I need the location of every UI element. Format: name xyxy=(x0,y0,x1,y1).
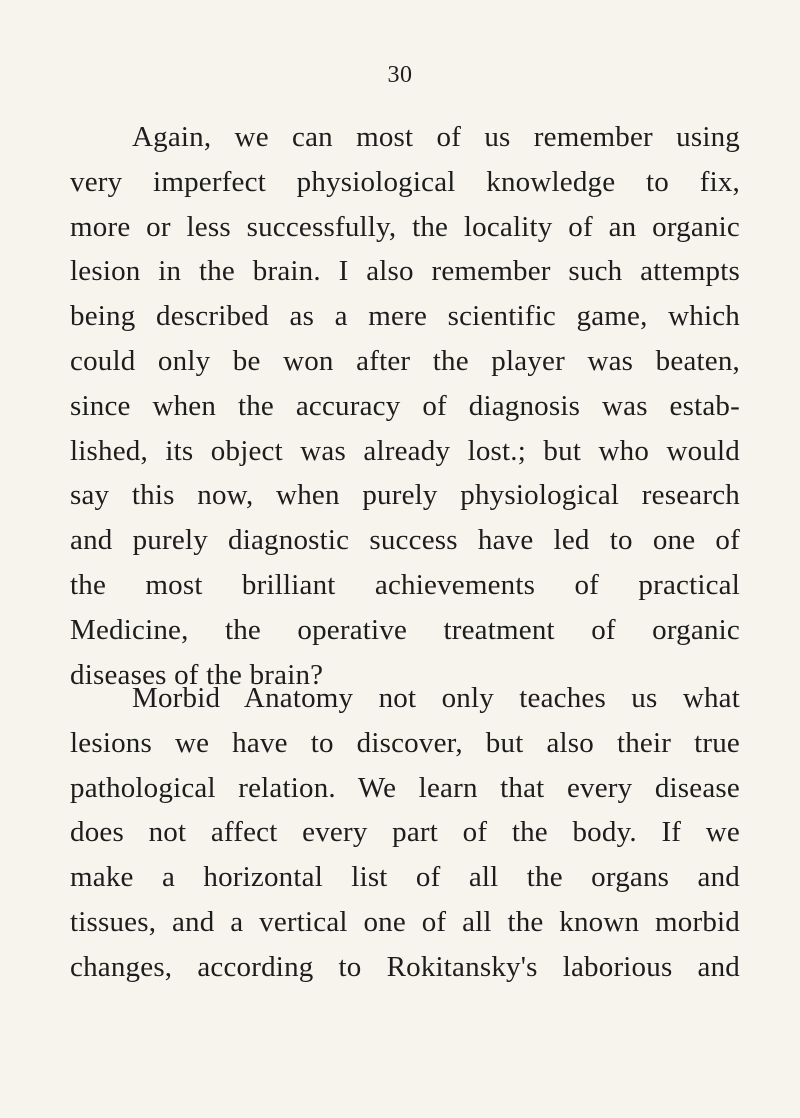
text-line: lesions we have to discover, but also their true xyxy=(70,726,740,759)
text-line: Morbid Anatomy not only teaches us what xyxy=(132,682,740,714)
text-line: very imperfect physiological knowledge to fix, xyxy=(70,165,740,198)
text-line: diseases of the brain? xyxy=(70,658,324,691)
text-line: the most brilliant achievements of practical xyxy=(70,568,740,601)
paragraph-1 xyxy=(70,115,740,697)
text-line: and purely diagnostic success have led to one of xyxy=(70,524,740,557)
text-line: more or less successfully, the locality of an organic xyxy=(70,210,740,243)
text-line: pathological relation. We learn that every disease xyxy=(70,771,740,804)
text-line: since when the accuracy of diagnosis was estab- xyxy=(70,389,740,422)
paragraph-2 xyxy=(70,676,740,990)
text-line: tissues, and a vertical one of all the known morbid xyxy=(70,905,740,938)
text-line: Again, we can most of us remember using xyxy=(132,121,740,153)
text-line: Medicine, the operative treatment of organic xyxy=(70,613,740,646)
text-line: does not affect every part of the body. If we xyxy=(70,816,740,849)
text-line: make a horizontal list of all the organs and xyxy=(70,861,740,894)
page-number: 30 xyxy=(387,62,413,88)
text-line: say this now, when purely physiological research xyxy=(70,479,740,512)
text-line: changes, according to Rokitansky's laborious and xyxy=(70,950,740,983)
text-line: could only be won after the player was beaten, xyxy=(70,344,740,377)
text-line: being described as a mere scientific game, which xyxy=(70,300,740,333)
text-line: lesion in the brain. I also remember such attempts xyxy=(70,255,740,288)
text-line: lished, its object was already lost.; but who would xyxy=(70,434,740,467)
